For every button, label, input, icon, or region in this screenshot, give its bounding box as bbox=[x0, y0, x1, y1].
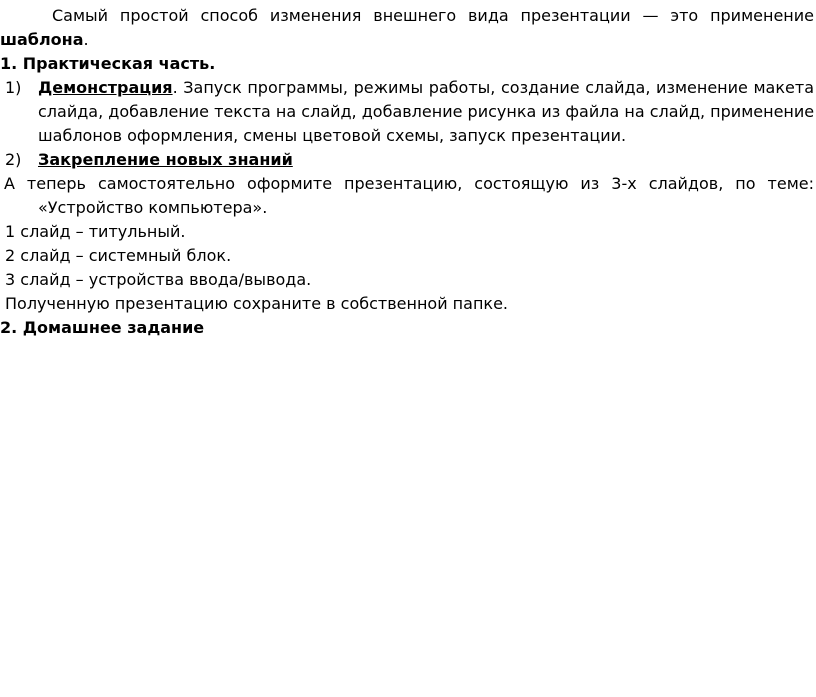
list-item-title: Закрепление новых знаний bbox=[38, 150, 293, 169]
template-term: шаблона bbox=[0, 30, 84, 49]
slide-item-3 bbox=[5, 268, 805, 292]
slide-item-1 bbox=[5, 220, 805, 244]
section-1-heading-text: 1. Практическая часть. bbox=[0, 54, 216, 73]
slide-item-text: 2 слайд – системный блок. bbox=[5, 246, 232, 265]
task-line-1-text: А теперь самостоятельно оформите презентацию, состоящую из 3-х слайдов, по теме: bbox=[4, 174, 814, 193]
section-2-heading-text: 2. Домашнее задание bbox=[0, 318, 205, 337]
list-item-title-row bbox=[38, 148, 814, 172]
intro-line-2 bbox=[0, 28, 816, 52]
slide-item-text: 3 слайд – устройства ввода/вывода. bbox=[5, 270, 312, 289]
task-line-1 bbox=[0, 172, 816, 196]
task-topic: «Устройство компьютера». bbox=[38, 198, 268, 217]
save-note bbox=[5, 292, 805, 316]
list-item-line-1 bbox=[38, 76, 814, 100]
intro-text: Самый простой способ изменения внешнего вида презентации — это применение bbox=[52, 6, 814, 25]
list-item-title: Демонстрация bbox=[38, 78, 173, 97]
list-item-number: 1) bbox=[5, 78, 22, 97]
template-term-suffix: . bbox=[83, 30, 89, 49]
list-item-number: 2) bbox=[5, 150, 22, 169]
task-line-2 bbox=[38, 196, 798, 220]
intro-line-1 bbox=[0, 4, 816, 28]
list-item-line-3 bbox=[38, 124, 814, 148]
save-note-text: Полученную презентацию сохраните в собственной папке. bbox=[5, 294, 508, 313]
list-item-line-2 bbox=[38, 100, 814, 124]
slide-item-text: 1 слайд – титульный. bbox=[5, 222, 186, 241]
list-item-line-2-text: слайда, добавление текста на слайд, добавление рисунка из файла на слайд, применение bbox=[38, 102, 815, 121]
section-1-heading bbox=[0, 52, 816, 76]
slide-item-2 bbox=[5, 244, 805, 268]
list-item-line-3-text: шаблонов оформления, смены цветовой схемы, запуск презентации. bbox=[38, 126, 627, 145]
section-2-heading bbox=[0, 316, 816, 340]
list-item-text: . Запуск программы, режимы работы, создание слайда, изменение макета bbox=[172, 78, 814, 97]
